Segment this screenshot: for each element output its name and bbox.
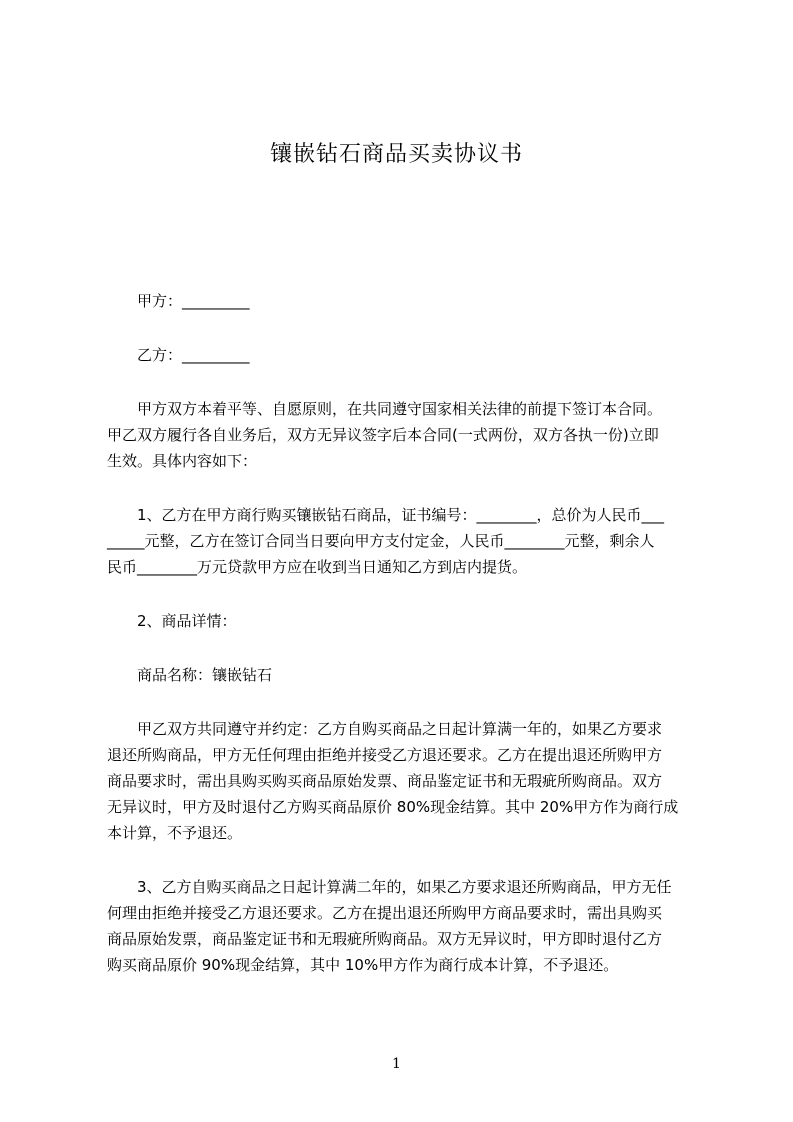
clause-2-line: 甲乙双方共同遵守并约定：乙方自购买商品之日起计算满一年的，如果乙方要求 bbox=[137, 720, 663, 738]
document-title: 镶嵌钻石商品买卖协议书 bbox=[269, 142, 523, 167]
clause-3-line: 何理由拒绝并接受乙方退还要求。乙方在提出退还所购甲方商品要求时，需出具购买 bbox=[107, 904, 663, 922]
intro-line: 甲乙双方履行各自业务后，双方无异议签字后本合同(一式两份，双方各执一份)立即 bbox=[107, 426, 659, 444]
page-number: 1 bbox=[392, 1056, 401, 1072]
clause-1-line: _____元整，乙方在签订合同当日要向甲方支付定金，人民币________元整，剩余人 bbox=[107, 532, 655, 550]
clause-1-line: 民币________万元贷款甲方应在收到当日通知乙方到店内提货。 bbox=[107, 558, 528, 576]
clause-3-line: 商品原始发票，商品鉴定证书和无瑕疵所购商品。双方无异议时，甲方即时退付乙方 bbox=[107, 930, 663, 948]
party-b-line: 乙方：_________ bbox=[137, 346, 250, 364]
party-a-line: 甲方：_________ bbox=[137, 292, 250, 310]
clause-2-line: 本计算，不予退还。 bbox=[107, 824, 243, 842]
clause-2-line: 无异议时，甲方及时退付乙方购买商品原价 80%现金结算。其中 20%甲方作为商行成 bbox=[107, 798, 679, 816]
clause-3-line: 3、乙方自购买商品之日起计算满二年的，如果乙方要求退还所购商品，甲方无任 bbox=[137, 878, 672, 896]
clause-1-line: 1、乙方在甲方商行购买镶嵌钻石商品，证书编号：________，总价为人民币___ bbox=[137, 506, 665, 524]
clause-2-line: 商品要求时，需出具购买购买商品原始发票、商品鉴定证书和无瑕疵所购商品。双方 bbox=[107, 772, 663, 790]
clause-2-heading: 2、商品详情： bbox=[137, 612, 237, 630]
product-name-line: 商品名称：镶嵌钻石 bbox=[137, 666, 273, 684]
intro-line: 甲方双方本着平等、自愿原则，在共同遵守国家相关法律的前提下签订本合同。 bbox=[137, 400, 663, 418]
clause-2-line: 退还所购商品，甲方无任何理由拒绝并接受乙方退还要求。乙方在提出退还所购甲方 bbox=[107, 746, 663, 764]
clause-3-line: 购买商品原价 90%现金结算，其中 10%甲方作为商行成本计算，不予退还。 bbox=[107, 956, 619, 974]
intro-line: 生效。具体内容如下： bbox=[107, 452, 258, 470]
